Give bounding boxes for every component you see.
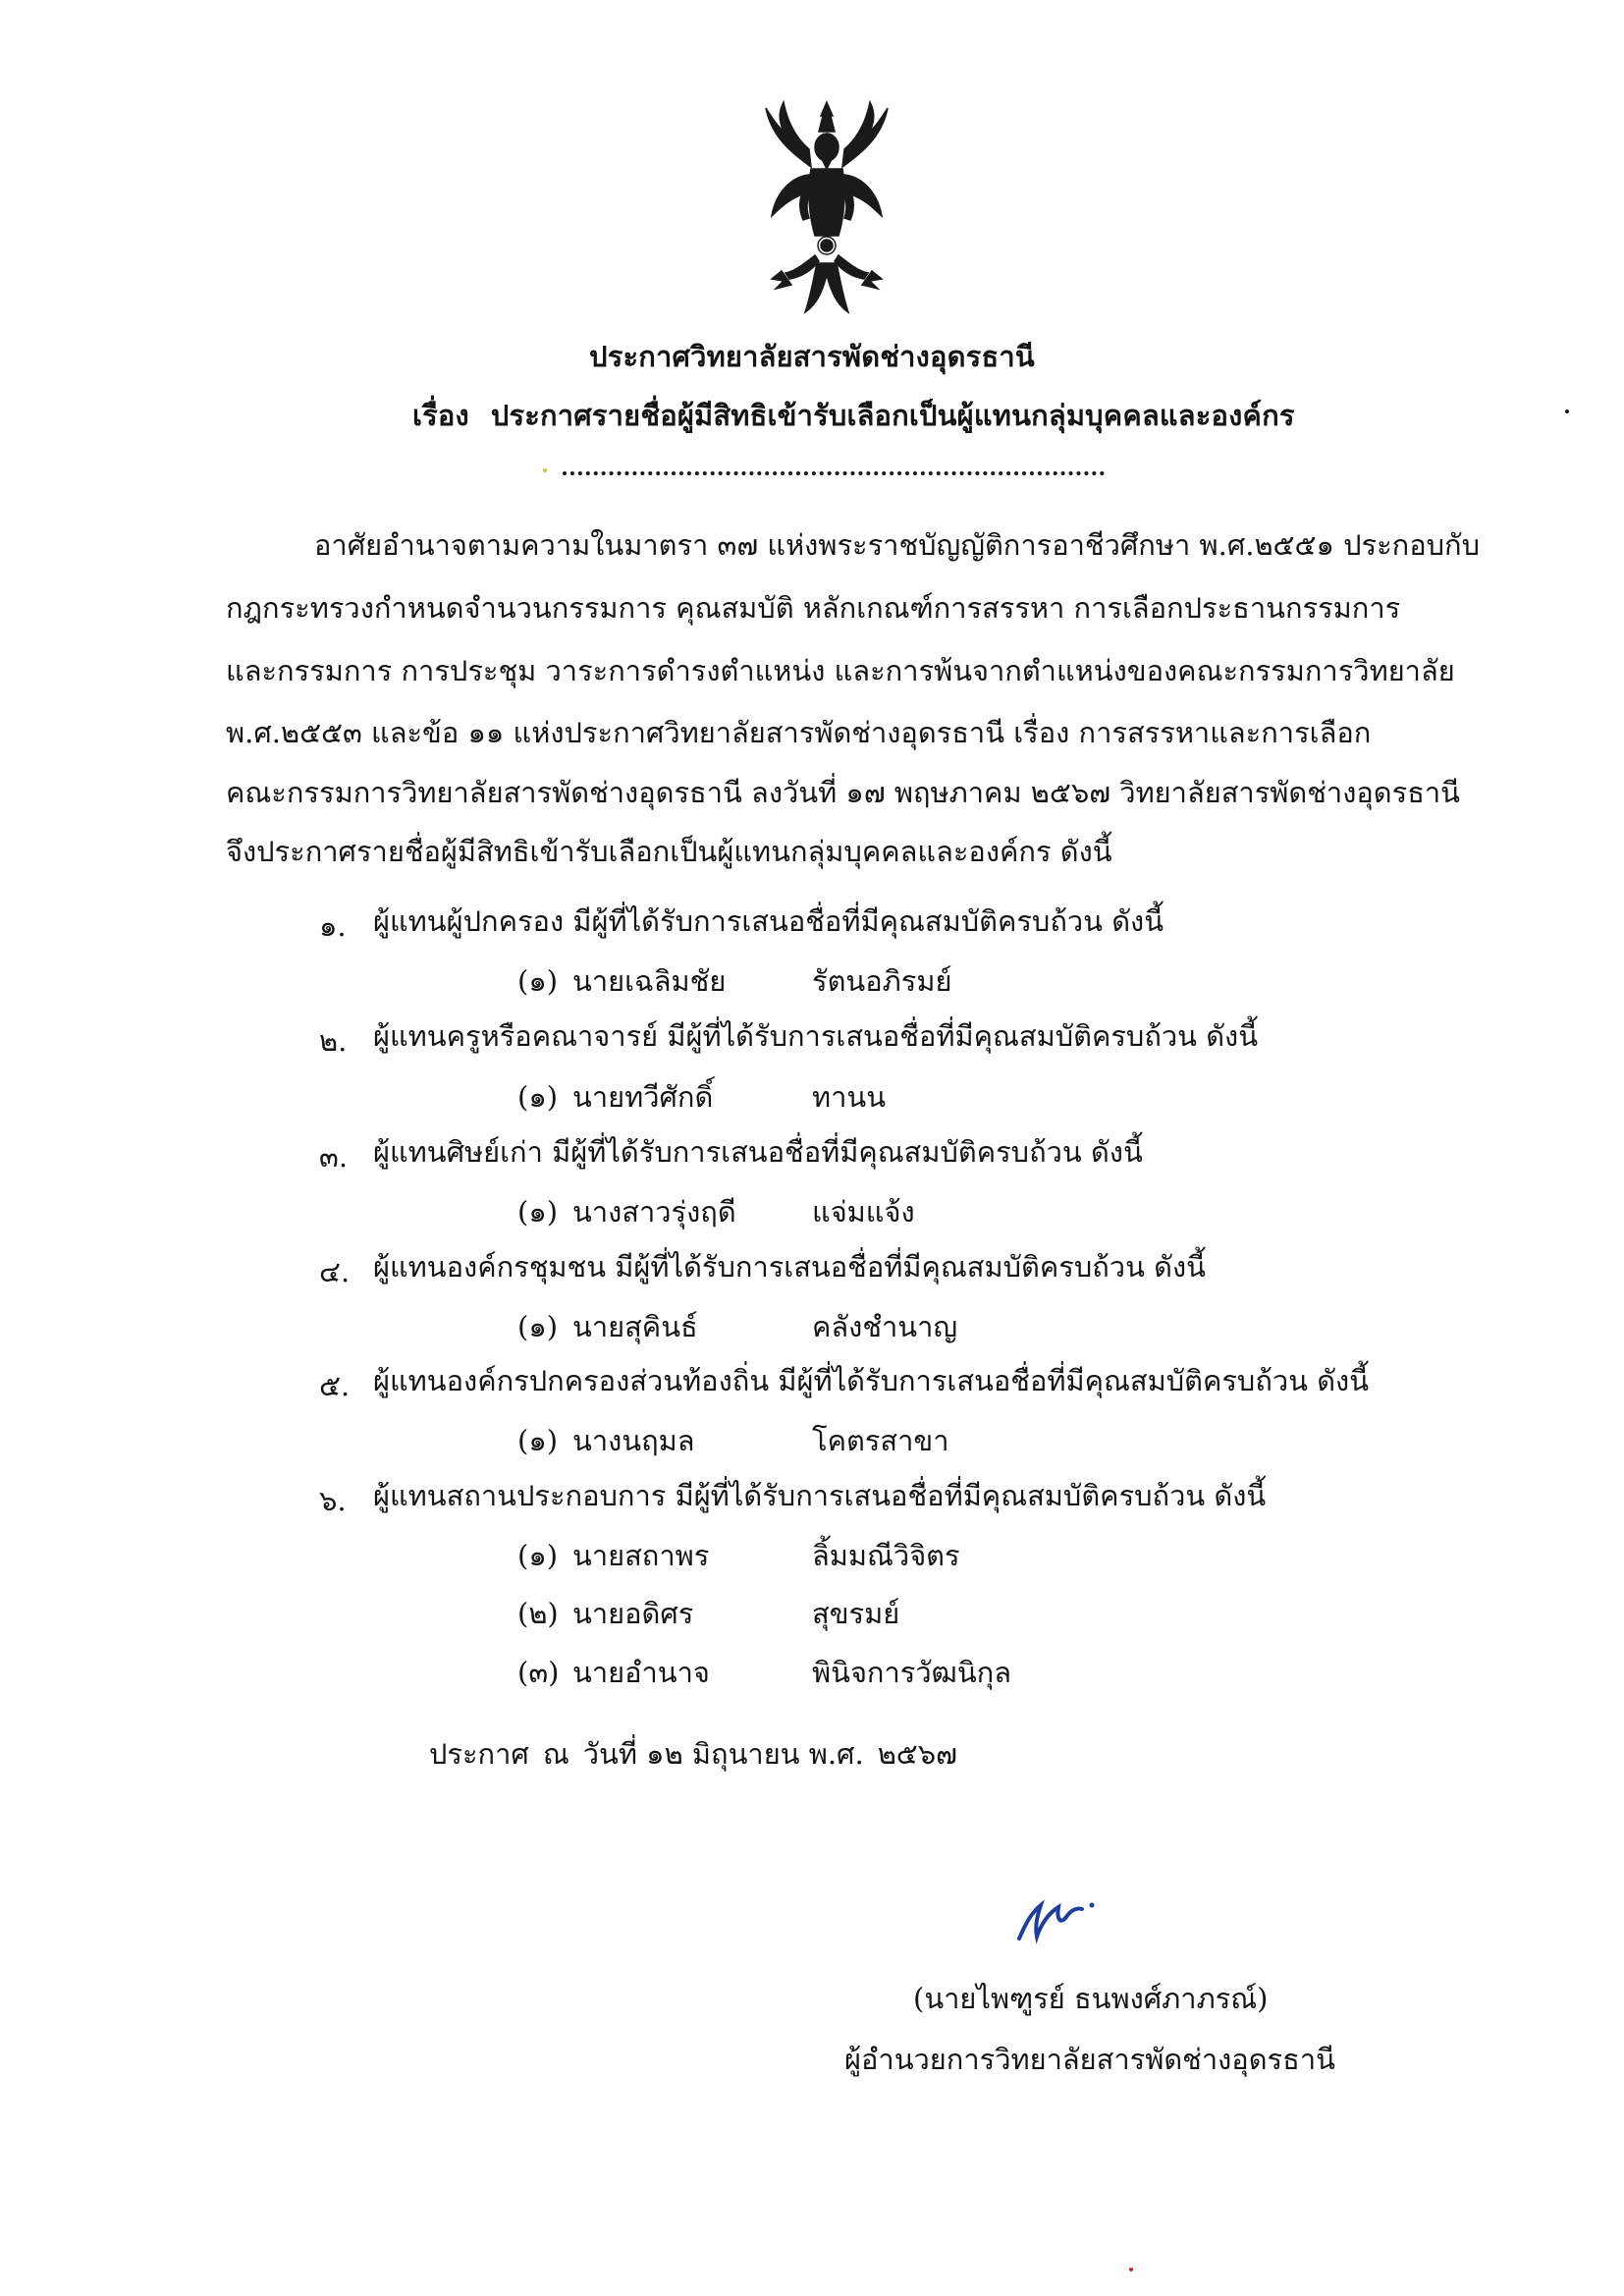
group-heading: ผู้แทนศิษย์เก่า มีผู้ที่ได้รับการเสนอชื่อที่มีคุณสมบัติครบถ้วน ดังนี้ [373,1135,1143,1169]
nominee-index: (๑) [517,1310,559,1343]
nominee-index: (๑) [517,964,559,998]
body-line: พ.ศ.๒๕๕๓ และข้อ ๑๑ แห่งประกาศวิทยาลัยสารพัดช่างอุดรธานี เรื่อง การสรรหาและการเลือก [226,716,1372,749]
nominee-index: (๑) [517,1424,559,1457]
nominee-name: นายสุคินธ์ [572,1310,698,1343]
ink-speck [1565,410,1569,413]
handwritten-signature-icon [1011,1895,1110,1944]
date-day: วันที่ ๑๒ มิถุนายน พ.ศ. [582,1737,864,1771]
date-at: ณ [542,1737,569,1771]
nominee-surname: พินิจการวัฒนิกุล [812,1656,1011,1689]
body-line: อาศัยอำนาจตามความในมาตรา ๓๗ แห่งพระราชบัญญัติการอาชีวศึกษา พ.ศ.๒๕๕๑ ประกอบกับ [314,528,1480,562]
group-heading: ผู้แทนองค์กรปกครองส่วนท้องถิ่น มีผู้ที่ได้รับการเสนอชื่อที่มีคุณสมบัติครบถ้วน ดังนี้ [373,1364,1370,1397]
announcement-date [429,1731,971,1777]
group-number: ๓. [319,1140,349,1174]
nominee-surname: คลังชำนาญ [812,1310,958,1343]
ink-speck [543,468,547,472]
announcement-subject [412,393,1296,438]
group-heading: ผู้แทนผู้ปกครอง มีผู้ที่ได้รับการเสนอชื่อที่มีคุณสมบัติครบถ้วน ดังนี้ [373,904,1164,938]
group-heading: ผู้แทนครูหรือคณาจารย์ มีผู้ที่ได้รับการเสนอชื่อที่มีคุณสมบัติครบถ้วน ดังนี้ [373,1019,1259,1053]
date-prefix: ประกาศ [429,1737,529,1771]
dotted-divider [563,465,1105,475]
nominee-surname: สุขรมย์ [812,1597,900,1630]
nominee-name: นายสถาพร [572,1539,710,1572]
body-line: คณะกรรมการวิทยาลัยสารพัดช่างอุดรธานี ลงวันที่ ๑๗ พฤษภาคม ๒๕๖๗ วิทยาลัยสารพัดช่างอุดรธานี [226,776,1460,809]
date-year: ๒๕๖๗ [877,1737,957,1771]
group-number: ๑. [319,909,347,943]
nominee-name: นางสาวรุ่งฤดี [572,1195,736,1229]
group-heading: ผู้แทนองค์กรชุมชน มีผู้ที่ได้รับการเสนอชื่อที่มีคุณสมบัติครบถ้วน ดังนี้ [373,1250,1206,1284]
nominee-index: (๑) [517,1539,559,1572]
group-number: ๒. [319,1024,348,1058]
body-line: กฎกระทรวงกำหนดจำนวนกรรมการ คุณสมบัติ หลักเกณฑ์การสรรหา การเลือกประธานกรรมการ [226,591,1401,625]
nominee-index: (๑) [517,1080,559,1114]
ink-speck [1129,2268,1133,2271]
nominee-index: (๓) [517,1656,560,1689]
body-line: และกรรมการ การประชุม วาระการดำรงตำแหน่ง และการพ้นจากตำแหน่งของคณะกรรมการวิทยาลัย [226,654,1455,687]
nominee-name: นายอำนาจ [572,1656,710,1689]
group-number: ๔. [319,1255,351,1288]
nominee-name: นายอดิศร [572,1597,694,1630]
nominee-index: (๒) [517,1597,559,1630]
group-number: ๖. [319,1484,347,1517]
nominee-surname: ลิ้มมณีวิจิตร [812,1539,960,1572]
subject-text: ประกาศรายชื่อผู้มีสิทธิเข้ารับเลือกเป็นผู้แทนกลุ่มบุคคลและองค์กร [490,399,1295,432]
nominee-index: (๑) [517,1195,559,1229]
body-line: จึงประกาศรายชื่อผู้มีสิทธิเข้ารับเลือกเป็นผู้แทนกลุ่มบุคคลและองค์กร ดังนี้ [226,835,1112,868]
nominee-surname: รัตนอภิรมย์ [812,964,952,998]
announcement-title: ประกาศวิทยาลัยสารพัดช่างอุดรธานี [589,340,1035,373]
nominee-name: นายเฉลิมชัย [572,964,727,998]
nominee-surname: โคตรสาขา [812,1424,949,1457]
group-number: ๕. [319,1369,351,1402]
subject-key: เรื่อง [412,399,469,432]
signer-position: ผู้อำนวยการวิทยาลัยสารพัดช่างอุดรธานี [844,2043,1335,2076]
nominee-name: นางนฤมล [572,1424,695,1457]
group-heading: ผู้แทนสถานประกอบการ มีผู้ที่ได้รับการเสนอชื่อที่มีคุณสมบัติครบถ้วน ดังนี้ [373,1479,1267,1512]
nominee-surname: แจ่มแจ้ง [812,1195,915,1229]
garuda-emblem-icon [762,98,892,319]
signer-name: (นายไพฑูรย์ ธนพงศ์ภาภรณ์) [913,1982,1269,2015]
nominee-surname: ทานน [812,1080,887,1114]
nominee-name: นายทวีศักดิ์ [572,1080,714,1114]
